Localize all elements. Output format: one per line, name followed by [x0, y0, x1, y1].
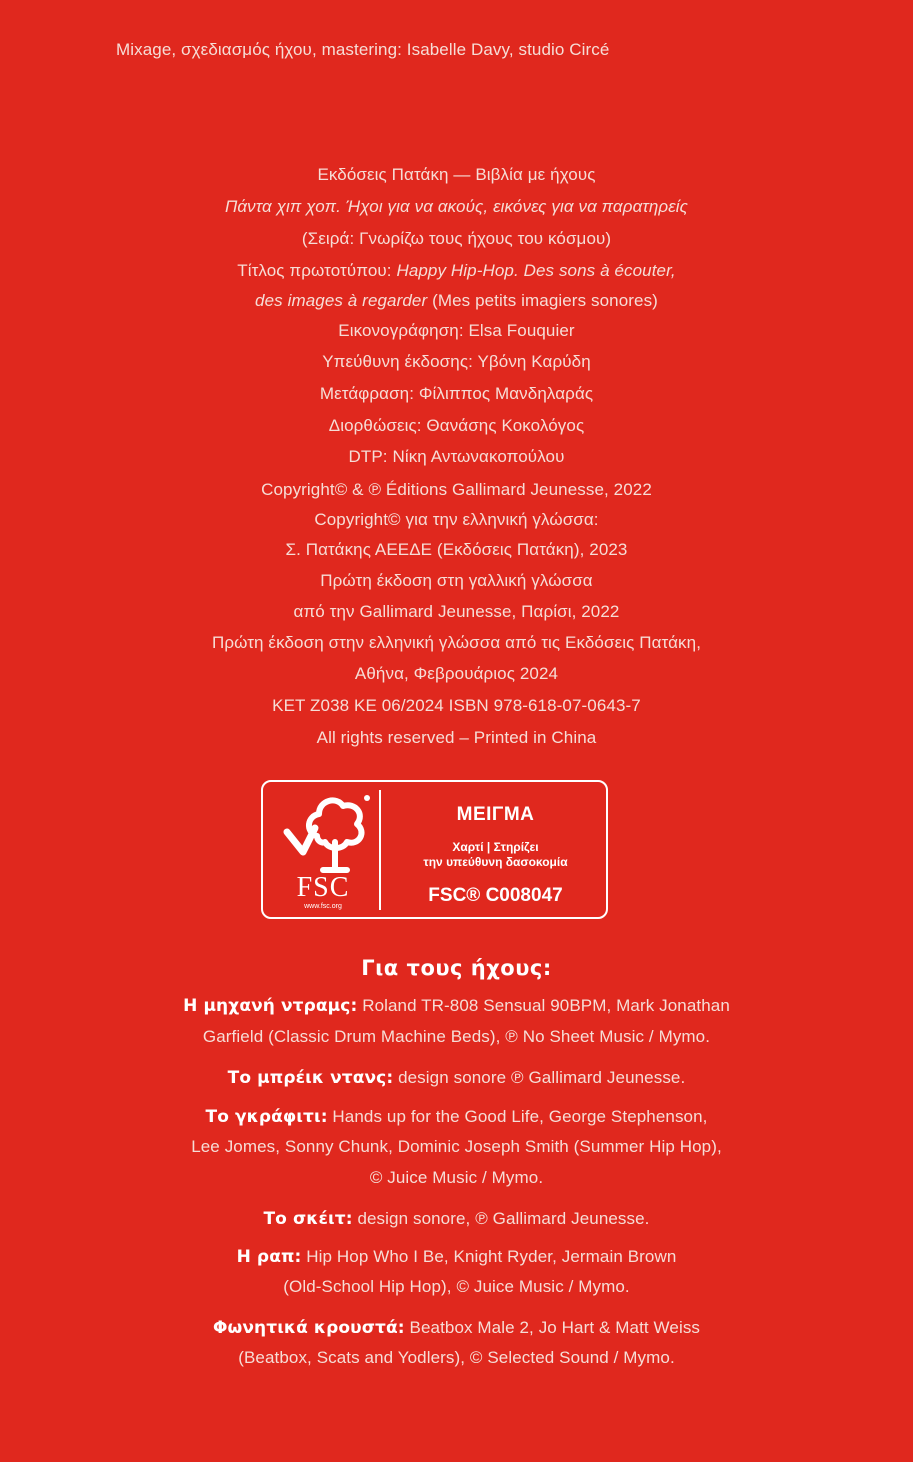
original-title-rest: (Mes petits imagiers sonores) — [432, 291, 658, 310]
fsc-mix: ΜΕΙΓΜΑ — [456, 804, 535, 825]
illustrations-credit: Εικονογράφηση: Elsa Fouquier — [338, 321, 575, 340]
copyright-line-1: Copyright© & ℗ Éditions Gallimard Jeunesse, 2022 — [261, 480, 652, 499]
sound-credit-beatbox-2: (Beatbox, Scats and Yodlers), © Selected Sound / Mymo. — [238, 1348, 675, 1367]
first-edition-fr-1: Πρώτη έκδοση στη γαλλική γλώσσα — [320, 571, 593, 590]
sound-credit-rap-2: (Old-School Hip Hop), © Juice Music / Mymo. — [283, 1277, 630, 1296]
sound-credit-text: Hip Hop Who I Be, Knight Ryder, Jermain Brown — [306, 1247, 677, 1266]
sound-credit-drum-machine — [0, 996, 913, 1016]
proofreading-credit: Διορθώσεις: Θανάσης Κοκολόγος — [328, 416, 585, 435]
original-title-italic-1: Happy Hip-Hop. Des sons à écouter, — [396, 261, 676, 280]
copyright-line-2: Copyright© για την ελληνική γλώσσα: — [314, 510, 599, 529]
publisher-series: Εκδόσεις Πατάκη — Βιβλία με ήχους — [317, 165, 596, 184]
sound-credit-drum-machine-2: Garfield (Classic Drum Machine Beds), ℗ No Sheet Music / Mymo. — [202, 1027, 711, 1046]
fsc-logo — [273, 790, 381, 910]
sound-credit-graffiti — [0, 1107, 913, 1127]
original-title-italic-2: des images à regarder — [255, 291, 428, 310]
sound-credit-label: Το γκράφιτι: — [205, 1107, 328, 1127]
fsc-tree-icon — [281, 792, 371, 874]
first-edition-gr-2: Αθήνα, Φεβρουάριος 2024 — [354, 664, 559, 683]
sound-credit-beatbox — [0, 1318, 913, 1338]
fsc-logo-letters: FSC — [296, 872, 350, 903]
sound-credit-skate — [0, 1209, 913, 1229]
translation-credit: Μετάφραση: Φίλιππος Μανδηλαράς — [319, 384, 594, 403]
original-title-line-2 — [0, 291, 913, 311]
sound-credit-label: Η μηχανή ντραμς: — [183, 996, 358, 1016]
fsc-label — [261, 780, 608, 919]
fsc-paper-line-2: την υπεύθυνη δασοκομία — [423, 855, 568, 869]
sound-credit-text: Hands up for the Good Life, George Stephenson, — [332, 1107, 708, 1126]
sound-credit-graffiti-3: © Juice Music / Mymo. — [369, 1168, 544, 1187]
top-credit: Mixage, σχεδιασμός ήχου, mastering: Isabelle Davy, studio Circé — [116, 40, 610, 59]
original-title-label: Τίτλος πρωτοτύπου: — [237, 261, 392, 280]
copyright-line-3: Σ. Πατάκης ΑΕΕΔΕ (Εκδόσεις Πατάκη), 2023 — [285, 540, 628, 559]
series-subtitle: Πάντα χιπ χοπ. Ήχοι για να ακούς, εικόνες για να παρατηρείς — [224, 197, 689, 216]
fsc-code: FSC® C008047 — [428, 885, 563, 906]
fsc-paper-claim — [383, 840, 608, 870]
sound-credit-label: Φωνητικά κρουστά: — [212, 1318, 405, 1338]
fsc-logo-url: www.fsc.org — [304, 903, 342, 910]
sound-credit-label: Το σκέιτ: — [263, 1209, 353, 1229]
dtp-credit: DTP: Νίκη Αντωνακοπούλου — [348, 447, 565, 466]
fsc-paper-line-1: Χαρτί | Στηρίζει — [452, 840, 539, 854]
sound-credit-text: Roland TR-808 Sensual 90BPM, Mark Jonathan — [362, 996, 730, 1015]
sound-credit-text: Beatbox Male 2, Jo Hart & Matt Weiss — [409, 1318, 701, 1337]
isbn-codes: ΚΕΤ Ζ038 ΚΕ 06/2024 ISBN 978-618-07-0643-7 — [272, 696, 641, 715]
sounds-title: Για τους ήχους: — [361, 956, 552, 980]
editor-credit: Υπεύθυνη έκδοσης: Υβόνη Καρύδη — [322, 352, 591, 371]
sound-credit-breakdance — [0, 1068, 913, 1088]
sound-credit-rap — [0, 1247, 913, 1267]
sound-credit-label: Το μπρέικ ντανς: — [227, 1068, 394, 1088]
sound-credit-label: Η ραπ: — [236, 1247, 302, 1267]
sound-credit-text: design sonore ℗ Gallimard Jeunesse. — [398, 1068, 686, 1087]
rights-reserved: All rights reserved – Printed in China — [316, 728, 597, 747]
series-name: (Σειρά: Γνωρίζω τους ήχους του κόσμου) — [301, 229, 612, 248]
first-edition-gr-1: Πρώτη έκδοση στην ελληνική γλώσσα από τις Εκδόσεις Πατάκη, — [211, 633, 702, 652]
original-title-line-1 — [0, 261, 913, 281]
first-edition-fr-2: από την Gallimard Jeunesse, Παρίσι, 2022 — [293, 602, 620, 621]
sound-credit-text: design sonore, ℗ Gallimard Jeunesse. — [357, 1209, 650, 1228]
sound-credit-graffiti-2: Lee Jomes, Sonny Chunk, Dominic Joseph Smith (Summer Hip Hop), — [191, 1137, 722, 1156]
